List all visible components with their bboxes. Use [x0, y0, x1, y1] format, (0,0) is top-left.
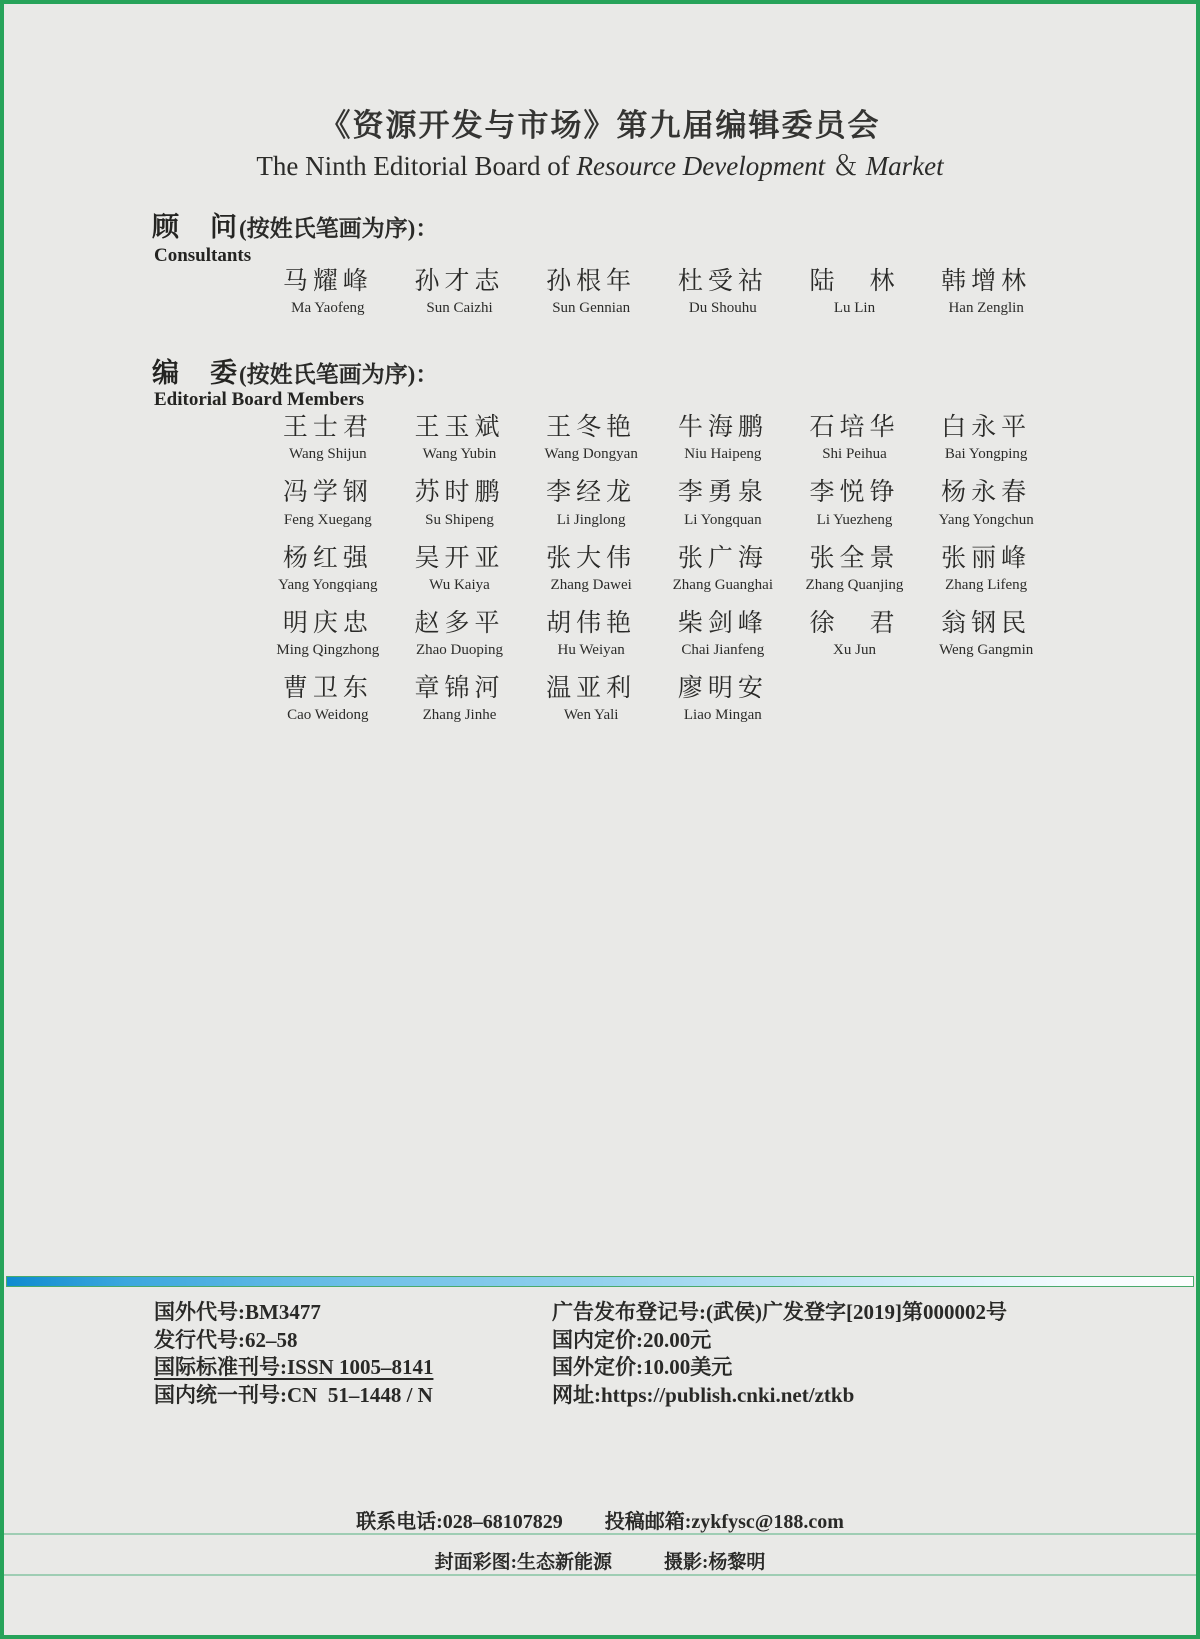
publication-info-line: 国内定价:20.00元 — [552, 1327, 712, 1352]
member-name-pinyin: Feng Xuegang — [283, 511, 372, 528]
member-name-cn: 张广海 — [677, 544, 768, 572]
member-name-cn: 孙根年 — [546, 268, 637, 295]
member-name-cn: 陆 林 — [809, 268, 900, 295]
editorial-member — [394, 673, 526, 724]
editorial-member — [262, 673, 394, 724]
horizontal-rule-top — [4, 1533, 1196, 1535]
consultant-member — [262, 266, 394, 317]
publication-info-line: 广告发布登记号:(武侯)广发登字[2019]第000002号 — [552, 1300, 1007, 1324]
consultant-member — [394, 266, 526, 317]
member-name-cn: 温亚利 — [546, 675, 637, 702]
editorial-member — [525, 608, 657, 659]
editorial-heading-en: Editorial Board Members — [154, 389, 365, 410]
consultant-member — [525, 266, 657, 317]
member-name-cn: 李经龙 — [546, 479, 637, 507]
member-name-pinyin: Yang Yongqiang — [278, 576, 378, 593]
editorial-members-grid — [262, 412, 1052, 738]
publication-info-line: 网址:https://publish.cnki.net/ztkb — [552, 1382, 855, 1407]
editorial-member — [525, 673, 657, 724]
member-name-cn: 杜受祜 — [677, 268, 768, 295]
member-name-pinyin: Yang Yongchun — [938, 511, 1034, 528]
publication-info-line: 国内统一刊号:CN 51–1448 / N — [154, 1382, 433, 1407]
page-title-english — [4, 144, 1196, 183]
editorial-member — [262, 608, 394, 659]
member-name-pinyin: Wang Yubin — [422, 446, 497, 463]
member-name-pinyin: Ming Qingzhong — [276, 642, 380, 658]
editorial-member — [789, 412, 921, 463]
editorial-member — [657, 412, 789, 463]
member-name-cn: 张大伟 — [546, 544, 637, 572]
editorial-member — [920, 608, 1052, 659]
member-name-pinyin: Liao Mingan — [683, 707, 762, 724]
member-name-pinyin: Wang Shijun — [289, 446, 367, 463]
member-name-cn: 杨红强 — [282, 544, 373, 572]
consultants-heading-cn: 顾 问 — [152, 212, 239, 242]
member-name-pinyin: Shi Peihua — [822, 446, 887, 463]
subtitle-market: Market — [865, 151, 944, 181]
member-name-pinyin: Zhao Duoping — [415, 642, 504, 658]
member-name-cn: 明庆忠 — [282, 609, 373, 637]
member-name-cn: 胡伟艳 — [546, 609, 637, 637]
member-name-pinyin: Li Yuezheng — [816, 511, 893, 528]
publication-info-left — [154, 1299, 433, 1409]
member-name-pinyin: Han Zenglin — [948, 300, 1024, 317]
member-name-cn: 翁钢民 — [941, 609, 1032, 637]
editorial-member — [789, 543, 921, 594]
publication-info-right — [552, 1299, 1007, 1409]
member-name-pinyin: Sun Caizhi — [426, 300, 493, 317]
member-name-cn: 李悦铮 — [809, 479, 900, 507]
member-name-pinyin: Zhang Jinhe — [422, 707, 497, 724]
member-name-pinyin: Ma Yaofeng — [291, 300, 365, 317]
editorial-member — [525, 477, 657, 528]
editorial-member — [525, 412, 657, 463]
subtitle-ampersand: ＆ — [825, 151, 866, 181]
member-name-cn: 杨永春 — [941, 479, 1032, 507]
member-name-cn: 曹卫东 — [282, 675, 373, 702]
cover-image-credit: 封面彩图:生态新能源 — [434, 1552, 612, 1573]
consultants-heading-note: (按姓氏笔画为序)： — [239, 216, 439, 241]
editorial-member — [394, 477, 526, 528]
member-name-pinyin: Weng Gangmin — [939, 642, 1034, 658]
editorial-member — [657, 543, 789, 594]
gradient-divider-bar — [6, 1276, 1194, 1287]
editorial-heading-cn: 编 委 — [152, 358, 239, 388]
member-name-pinyin: Li Jinglong — [556, 511, 626, 528]
consultant-member — [920, 266, 1052, 317]
editorial-board-heading — [152, 351, 438, 390]
subtitle-journal-name: Resource Development — [576, 151, 826, 181]
member-name-pinyin: Lu Lin — [833, 300, 876, 317]
editorial-member — [394, 608, 526, 659]
member-name-cn: 张丽峰 — [941, 544, 1032, 572]
publication-info-line: 国际标准刊号:ISSN 1005–8141 — [154, 1355, 434, 1379]
editorial-member — [920, 412, 1052, 463]
editorial-member — [262, 477, 394, 528]
publication-info-line: 国外定价:10.00美元 — [552, 1355, 733, 1379]
consultant-member — [789, 266, 921, 317]
editorial-member — [657, 673, 789, 724]
member-name-cn: 张全景 — [809, 544, 900, 572]
photographer-credit: 摄影:杨黎明 — [664, 1552, 766, 1573]
member-name-cn: 苏时鹏 — [414, 479, 505, 507]
editorial-member — [920, 543, 1052, 594]
member-name-pinyin: Chai Jianfeng — [681, 642, 765, 658]
editorial-member — [920, 477, 1052, 528]
member-name-pinyin: Du Shouhu — [688, 300, 757, 317]
editorial-member — [262, 412, 394, 463]
editorial-heading-note: (按姓氏笔画为序)： — [239, 362, 439, 387]
member-name-cn: 石培华 — [809, 414, 900, 441]
editorial-member — [789, 477, 921, 528]
member-name-pinyin: Zhang Quanjing — [805, 576, 904, 593]
member-name-pinyin: Sun Gennian — [552, 300, 631, 317]
page-title-chinese: 《资源开发与市场》第九届编辑委员会 — [319, 108, 881, 143]
member-name-cn: 王玉斌 — [414, 414, 505, 441]
consultants-heading — [152, 205, 438, 244]
editorial-member — [394, 543, 526, 594]
member-name-pinyin: Bai Yongping — [944, 446, 1028, 463]
member-name-cn: 韩增林 — [941, 268, 1032, 295]
consultant-member — [657, 266, 789, 317]
member-name-pinyin: Cao Weidong — [287, 707, 369, 724]
editorial-member — [657, 477, 789, 528]
subtitle-prefix: The Ninth Editorial Board of — [256, 151, 577, 181]
member-name-pinyin: Zhang Lifeng — [945, 576, 1028, 593]
member-name-cn: 李勇泉 — [677, 479, 768, 507]
member-name-cn: 吴开亚 — [414, 544, 505, 572]
member-name-pinyin: Zhang Dawei — [550, 576, 632, 593]
editorial-member — [394, 412, 526, 463]
member-name-pinyin: Hu Weiyan — [557, 642, 625, 658]
publication-info-line: 发行代号:62–58 — [154, 1327, 298, 1352]
publication-info-line: 国外代号:BM3477 — [154, 1300, 321, 1324]
member-name-cn: 冯学钢 — [282, 479, 373, 507]
member-name-pinyin: Li Yongquan — [684, 511, 762, 528]
member-name-cn: 马耀峰 — [282, 268, 373, 295]
member-name-pinyin: Wu Kaiya — [429, 576, 490, 593]
member-name-pinyin: Zhang Guanghai — [672, 576, 774, 593]
horizontal-rule-bottom — [4, 1574, 1196, 1576]
member-name-cn: 白永平 — [941, 414, 1032, 441]
member-name-cn: 牛海鹏 — [677, 414, 768, 441]
member-name-pinyin: Xu Jun — [833, 642, 876, 658]
member-name-cn: 王士君 — [282, 414, 373, 441]
member-name-cn: 柴剑峰 — [677, 609, 768, 637]
member-name-cn: 孙才志 — [414, 268, 505, 295]
member-name-pinyin: Wen Yali — [563, 707, 619, 724]
consultants-grid — [262, 266, 1052, 331]
consultants-heading-en: Consultants — [154, 245, 252, 266]
editorial-member — [262, 543, 394, 594]
contact-row — [4, 1505, 1196, 1534]
member-name-pinyin: Wang Dongyan — [544, 446, 638, 463]
member-name-pinyin: Niu Haipeng — [684, 446, 762, 463]
contact-phone: 联系电话:028–68107829 — [356, 1511, 563, 1533]
editorial-member — [657, 608, 789, 659]
editorial-member — [525, 543, 657, 594]
editorial-member — [789, 608, 921, 659]
member-name-cn: 徐 君 — [809, 609, 900, 637]
member-name-cn: 赵多平 — [414, 609, 505, 637]
member-name-cn: 章锦河 — [414, 675, 505, 702]
member-name-pinyin: Su Shipeng — [425, 511, 494, 528]
member-name-cn: 廖明安 — [677, 675, 768, 702]
contact-email: 投稿邮箱:zykfysc@188.com — [604, 1511, 844, 1533]
cover-credit-row — [4, 1547, 1196, 1574]
member-name-cn: 王冬艳 — [546, 414, 637, 441]
